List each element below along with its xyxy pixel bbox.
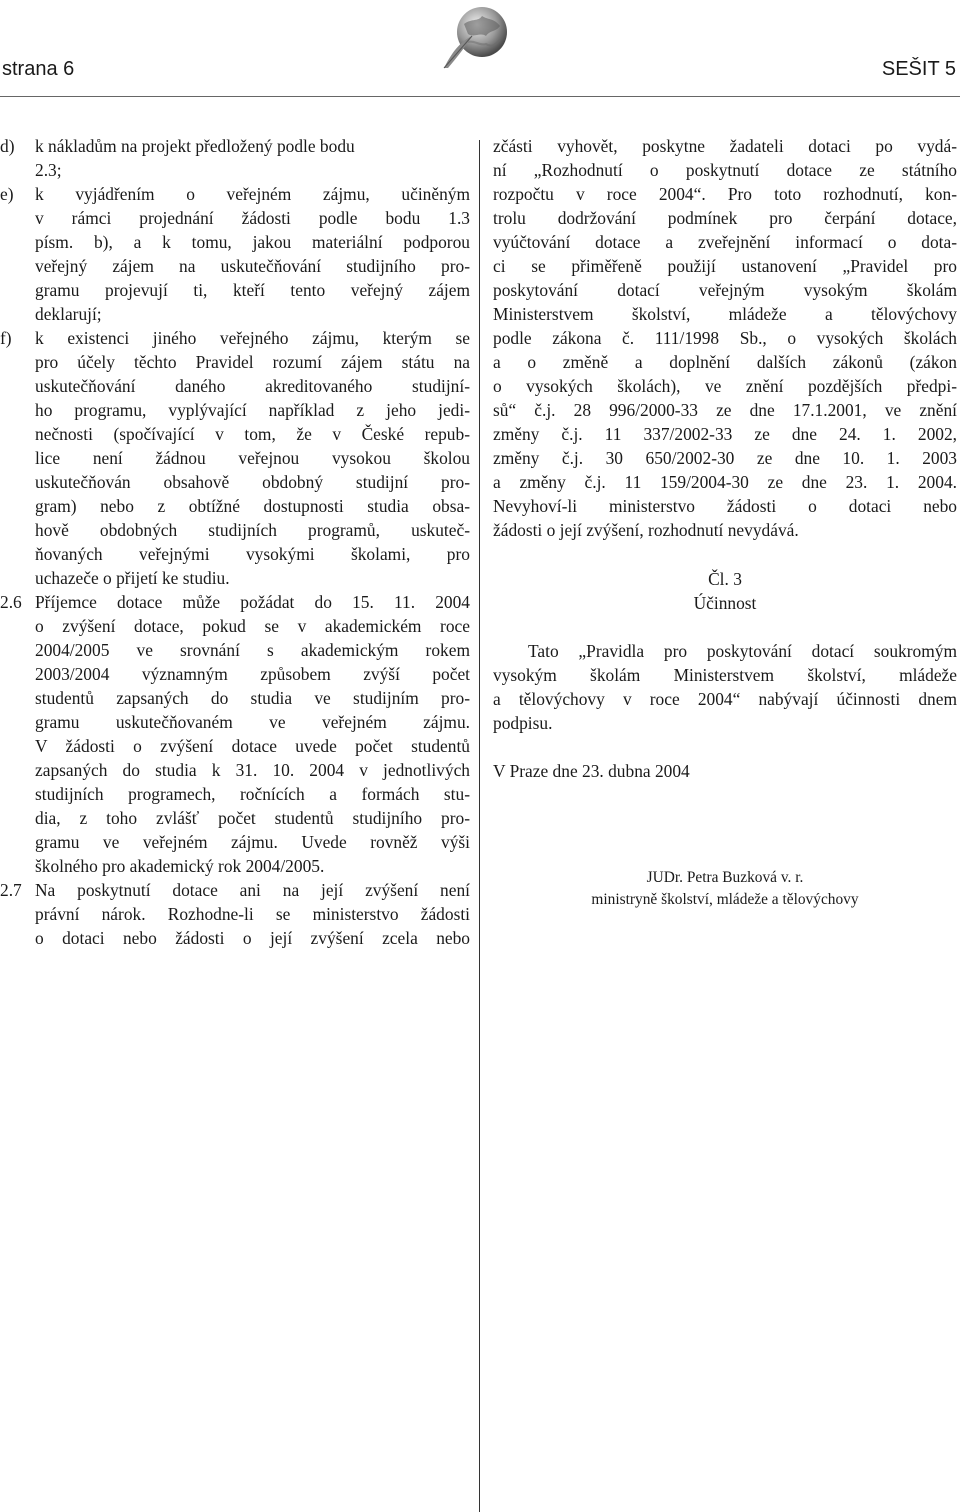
- line-text: školného pro akademický rok 2004/2005.: [35, 856, 325, 876]
- list-marker: [0, 422, 35, 446]
- line-text: studijních programech, ročnících a formách stu-: [35, 784, 470, 804]
- line-text: 2.3;: [35, 160, 62, 180]
- text-line: [0, 302, 470, 326]
- line-text: ho programu, vyplývající například z jeho jedi-: [35, 400, 470, 420]
- text-line: [0, 854, 470, 878]
- list-marker: [0, 854, 35, 878]
- line-text: gramu ve veřejném zájmu. Uvede rovněž výši: [35, 832, 470, 852]
- list-marker: [0, 566, 35, 590]
- list-marker: [0, 806, 35, 830]
- line-text: gram) nebo z obtížné dostupnosti studia obsa-: [35, 496, 470, 516]
- list-marker: [0, 710, 35, 734]
- line-text: dia, z toho zvlášť počet studentů studijního pro-: [35, 808, 470, 828]
- line-text: nečnosti (spočívající v tom, že v České repub-: [35, 424, 470, 444]
- text-line: [0, 542, 470, 566]
- line-text: uskutečňování daného akreditovaného studijní-: [35, 376, 470, 396]
- list-marker: [0, 374, 35, 398]
- signatory-title: ministryně školství, mládeže a tělovýchovy: [591, 891, 859, 908]
- line-text: 2004/2005 ve srovnání s akademickým rokem: [35, 640, 470, 660]
- text-line: [0, 686, 470, 710]
- line-text: zapsaných do studia k 31. 10. 2004 v jednotlivých: [35, 760, 470, 780]
- text-line: [0, 182, 470, 206]
- list-marker: [0, 398, 35, 422]
- text-line: [0, 830, 470, 854]
- line-text: k vyjádřením o veřejném zájmu, učiněným: [35, 184, 470, 204]
- text-line: a tělovýchovy v roce 2004“ nabývají účinnosti dnem: [493, 689, 957, 709]
- line-text: písm. b), a k tomu, jakou materiální podporou: [35, 232, 470, 252]
- line-text: V žádosti o zvýšení dotace uvede počet studentů: [35, 736, 470, 756]
- column-divider: [479, 140, 480, 1512]
- line-text: v rámci projednání žádosti podle bodu 1.3: [35, 208, 470, 228]
- list-marker: [0, 758, 35, 782]
- effect-paragraph: [493, 639, 957, 735]
- text-line: Ministerstvem školství, mládeže a tělovýchovy: [493, 304, 957, 324]
- text-line: žádosti o její zvýšení, rozhodnutí nevydává.: [493, 520, 799, 540]
- text-line: ci se přiměřeně použijí ustanovení „Pravidel pro: [493, 256, 957, 276]
- text-line: [0, 206, 470, 230]
- line-text: uchazeče o přijetí ke studiu.: [35, 568, 230, 588]
- line-text: Na poskytnutí dotace ani na její zvýšení není: [35, 880, 470, 900]
- list-marker: [0, 542, 35, 566]
- header-divider: [0, 96, 960, 97]
- text-line: [0, 158, 470, 182]
- list-marker: [0, 830, 35, 854]
- text-line: sů“ č.j. 28 996/2000-33 ze dne 17.1.2001, ve znění: [493, 400, 957, 420]
- line-text: 2003/2004 významným způsobem zvýší počet: [35, 664, 470, 684]
- signatory-name: JUDr. Petra Buzková v. r.: [646, 869, 804, 886]
- list-marker: [0, 206, 35, 230]
- text-line: [0, 926, 470, 950]
- issue-label: SEŠIT 5: [881, 58, 956, 80]
- left-column: [0, 134, 470, 950]
- text-line: [0, 446, 470, 470]
- line-text: pro účely těchto Pravidel rozumí zájem státu na: [35, 352, 470, 372]
- text-line: Nevyhoví-li ministerstvo žádosti o dotaci nebo: [493, 496, 957, 516]
- page-number: strana 6: [2, 58, 75, 80]
- list-marker: 2.6: [0, 592, 22, 612]
- list-marker: [0, 350, 35, 374]
- text-line: [0, 518, 470, 542]
- line-text: o zvýšení dotace, pokud se v akademickém roce: [35, 616, 470, 636]
- list-marker: [0, 614, 35, 638]
- line-text: k existenci jiného veřejného zájmu, kterým se: [35, 328, 470, 348]
- list-marker: 2.7: [0, 880, 22, 900]
- text-line: [0, 638, 470, 662]
- line-text: deklarují;: [35, 304, 102, 324]
- text-line: [0, 710, 470, 734]
- text-line: a změny č.j. 11 159/2004-30 ze dne 23. 1. 2004.: [493, 472, 957, 492]
- text-line: [0, 254, 470, 278]
- line-text: hově obdobných studijních programů, uskuteč-: [35, 520, 470, 540]
- list-marker: [0, 926, 35, 950]
- text-line: ní „Rozhodnutí o poskytnutí dotace ze státního: [493, 160, 957, 180]
- text-line: [0, 278, 470, 302]
- list-marker: [0, 446, 35, 470]
- text-line: [0, 806, 470, 830]
- text-line: podle zákona č. 111/1998 Sb., o vysokých školách: [493, 328, 957, 348]
- list-marker: [0, 278, 35, 302]
- text-line: [0, 326, 470, 350]
- text-line: [0, 758, 470, 782]
- list-marker: [0, 254, 35, 278]
- list-marker: [0, 470, 35, 494]
- text-line: [0, 878, 470, 902]
- article-number: Čl. 3: [708, 569, 742, 589]
- list-marker: [0, 734, 35, 758]
- text-line: [0, 422, 470, 446]
- text-line: [0, 902, 470, 926]
- list-marker: [0, 902, 35, 926]
- list-marker: f): [0, 328, 12, 348]
- line-text: gramu uskutečňovaném ve veřejném zájmu.: [35, 712, 470, 732]
- list-marker: [0, 782, 35, 806]
- list-marker: [0, 662, 35, 686]
- line-text: uskutečňován obsahově obdobný studijní pro-: [35, 472, 470, 492]
- line-text: studentů zapsaných do studia ve studijním pro-: [35, 688, 470, 708]
- text-line: [0, 494, 470, 518]
- text-line: o vysokých školách), ve znění pozdějších předpi-: [493, 376, 957, 396]
- right-column: [493, 134, 957, 911]
- text-line: [0, 374, 470, 398]
- text-line: [0, 566, 470, 590]
- article-title: Účinnost: [693, 593, 757, 613]
- text-line: [0, 398, 470, 422]
- line-text: k nákladům na projekt předložený podle bodu: [35, 136, 355, 156]
- list-marker: e): [0, 184, 14, 204]
- list-marker: [0, 230, 35, 254]
- list-marker: [0, 302, 35, 326]
- continuation-paragraph: [493, 134, 957, 542]
- text-line: [0, 350, 470, 374]
- text-line: [0, 590, 470, 614]
- list-marker: [0, 686, 35, 710]
- line-text: gramu projevují ti, kteří tento veřejný zájem: [35, 280, 470, 300]
- line-text: o dotaci nebo žádosti o její zvýšení zcela nebo: [35, 928, 470, 948]
- list-marker: [0, 638, 35, 662]
- text-line: Tato „Pravidla pro poskytování dotací soukromým: [528, 641, 957, 661]
- list-marker: d): [0, 136, 15, 156]
- text-line: rozpočtu v roce 2004“. Pro toto rozhodnutí, kon-: [493, 184, 957, 204]
- text-line: [0, 230, 470, 254]
- text-line: vyúčtování dotace a zveřejnění informací o dota-: [493, 232, 957, 252]
- text-line: [0, 662, 470, 686]
- text-line: [0, 470, 470, 494]
- line-text: Příjemce dotace může požádat do 15. 11. 2004: [35, 592, 470, 612]
- text-line: trolu dodržování podmínek pro čerpání dotace,: [493, 208, 957, 228]
- text-line: změny č.j. 30 650/2002-30 ze dne 10. 1. 2003: [493, 448, 957, 468]
- text-line: [0, 782, 470, 806]
- list-marker: [0, 494, 35, 518]
- place-date: V Praze dne 23. dubna 2004: [493, 761, 690, 781]
- text-line: [0, 134, 470, 158]
- text-line: změny č.j. 11 337/2002-33 ze dne 24. 1. 2002,: [493, 424, 957, 444]
- text-line: podpisu.: [493, 713, 553, 733]
- line-text: právní nárok. Rozhodne-li se ministerstvo žádosti: [35, 904, 470, 924]
- text-line: [0, 614, 470, 638]
- text-line: poskytování dotací veřejným vysokým školám: [493, 280, 957, 300]
- line-text: veřejný zájem na uskutečňování studijního pro-: [35, 256, 470, 276]
- line-text: ňovaných veřejnými vysokými školami, pro: [35, 544, 470, 564]
- list-marker: [0, 158, 35, 182]
- text-line: vysokým školám Ministerstvem školství, mládeže: [493, 665, 957, 685]
- text-line: zčásti vyhovět, poskytne žadateli dotaci po vydá-: [493, 136, 957, 156]
- text-line: a o změně a doplnění dalších zákonů (zákon: [493, 352, 957, 372]
- list-marker: [0, 518, 35, 542]
- text-line: [0, 734, 470, 758]
- line-text: lice není žádnou veřejnou vysokou školou: [35, 448, 470, 468]
- globe-quill-logo-icon: [438, 2, 514, 72]
